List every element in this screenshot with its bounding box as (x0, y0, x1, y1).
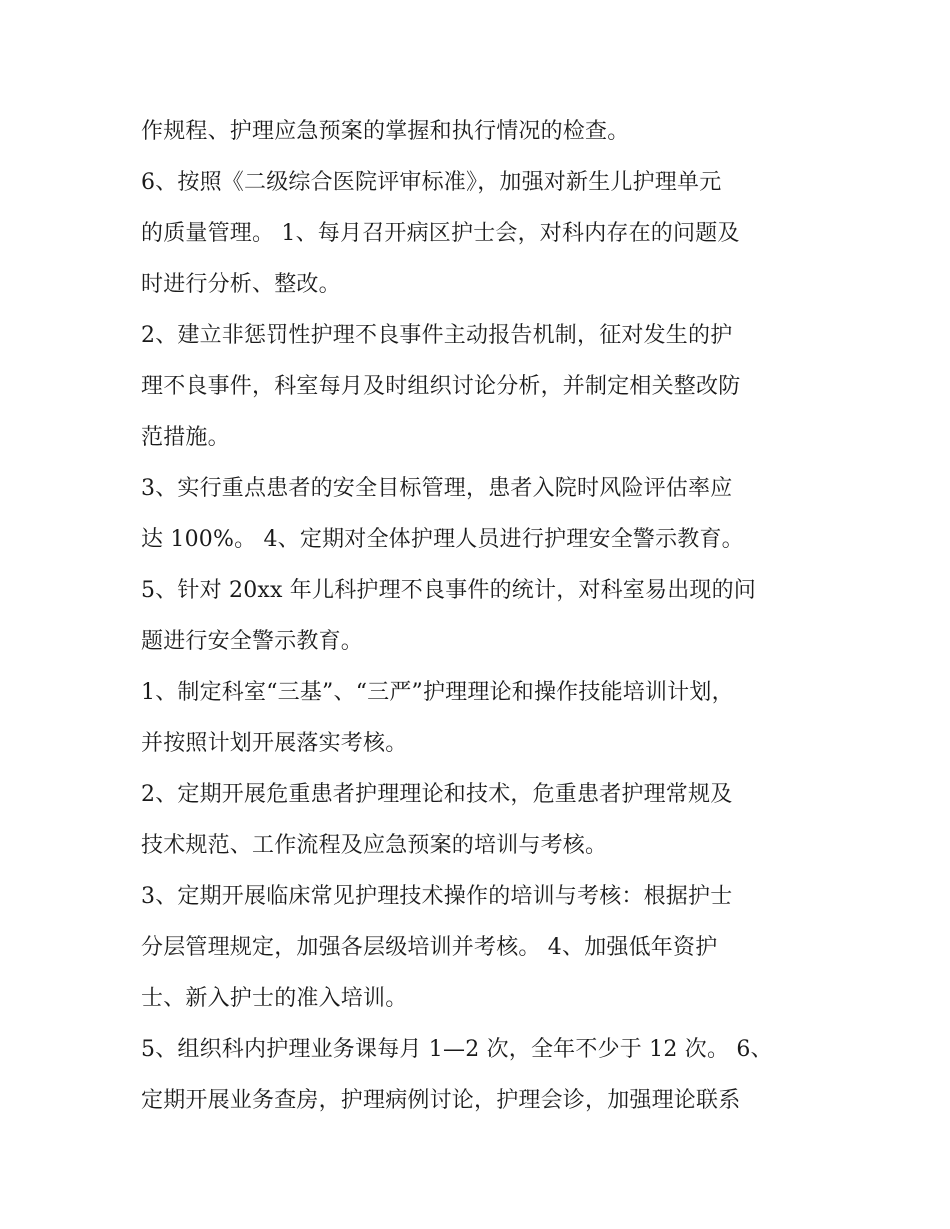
text-line: 范措施。 (141, 425, 230, 450)
text-line: 士、新入护士的准入培训。 (141, 986, 408, 1011)
text-line: 2、定期开展危重患者护理理论和技术，危重患者护理常规及 (141, 782, 733, 807)
text-line: 分层管理规定，加强各层级培训并考核。 4、加强低年资护 (141, 935, 718, 960)
text-line: 时进行分析、整改。 (141, 272, 341, 297)
text-line: 定期开展业务查房，护理病例讨论，护理会诊，加强理论联系 (141, 1088, 741, 1113)
document-body (141, 106, 831, 1126)
text-line: 达 100%。 4、定期对全体护理人员进行护理安全警示教育。 (141, 527, 744, 552)
text-line: 技术规范、工作流程及应急预案的培训与考核。 (141, 833, 608, 858)
text-line: 理不良事件，科室每月及时组织讨论分析，并制定相关整改防 (141, 374, 741, 399)
text-line: 3、实行重点患者的安全目标管理，患者入院时风险评估率应 (141, 476, 733, 501)
text-line: 作规程、护理应急预案的掌握和执行情况的检查。 (141, 119, 630, 144)
text-line: 题进行安全警示教育。 (141, 629, 364, 654)
text-line: 5、针对 20xx 年儿科护理不良事件的统计，对科室易出现的问 (141, 578, 756, 603)
text-line: 并按照计划开展落实考核。 (141, 731, 408, 756)
text-line: 2、建立非惩罚性护理不良事件主动报告机制，征对发生的护 (141, 323, 733, 348)
text-line: 6、按照《二级综合医院评审标准》，加强对新生儿护理单元 (141, 170, 722, 195)
text-line: 的质量管理。 1、每月召开病区护士会，对科内存在的问题及 (141, 221, 740, 246)
text-line: 5、组织科内护理业务课每月 1—2 次，全年不少于 12 次。 6、 (141, 1037, 773, 1062)
text-line: 1、制定科室“三基”、“三严”护理理论和操作技能培训计划， (141, 680, 734, 705)
text-line: 3、定期开展临床常见护理技术操作的培训与考核：根据护士 (141, 884, 733, 909)
